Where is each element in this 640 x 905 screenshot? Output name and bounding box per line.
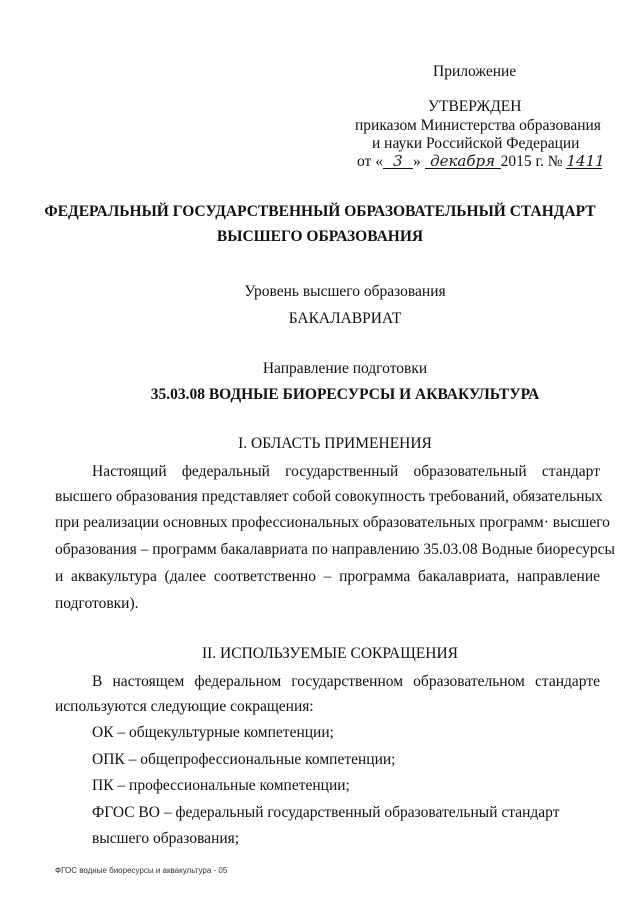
section-1-last-line: подготовки). [55,595,139,612]
order-number-handwritten: 1411 [566,152,605,170]
section-2-heading: II. ИСПОЛЬЗУЕМЫЕ СОКРАЩЕНИЯ [201,645,459,662]
section-1-line: образования – программ бакалавриата по направлению 35.03.08 Водные биоресурсы [55,541,615,558]
order-line-1: приказом Министерства образования [355,117,601,134]
section-2-intro-line-2: используются следующие сокращения: [55,698,314,715]
section-1-line: Настоящий федеральный государственный образовательный стандарт [92,463,600,480]
abbreviation-item: ОК – общекультурные компетенции; [92,724,334,741]
date-month-handwritten: декабря [425,154,501,169]
section-1-line: высшего образования представляет собой совокупность требований, обязательных [55,488,603,505]
section-2-intro-line-1: В настоящем федеральном государственном образовательном стандарте [92,673,600,690]
date-separator: » [412,153,421,170]
section-1-line: при реализации основных профессиональных образовательных программ· высшего [55,514,610,531]
appendix-label: Приложение [433,63,517,80]
page-footer: ФГОС водные биоресурсы и аквакультура - 05 [55,866,228,875]
abbreviation-item: высшего образования; [92,830,240,847]
document-title-line-2: ВЫСШЕГО ОБРАЗОВАНИЯ [216,228,424,245]
abbreviation-item: ФГОС ВО – федеральный государственный образовательный стандарт [92,804,560,821]
section-1-heading: I. ОБЛАСТЬ ПРИМЕНЕНИЯ [238,435,432,452]
level-label: Уровень высшего образования [244,283,446,300]
abbreviation-item: ПК – профессиональные компетенции; [92,777,350,794]
abbreviation-item: ОПК – общепрофессиональные компетенции; [92,751,396,768]
section-1-line: и аквакультура (далее соответственно – программа бакалавриата, направление [55,568,600,585]
order-date-line [357,152,605,170]
date-prefix: от « [357,153,383,170]
date-day-handwritten: 3 [383,154,413,169]
direction-label: Направление подготовки [262,360,428,377]
date-year: 2015 г. № [500,153,563,170]
direction-value: 35.03.08 ВОДНЫЕ БИОРЕСУРСЫ И АКВАКУЛЬТУРА [150,386,540,403]
approved-label: УТВЕРЖДЕН [428,98,522,115]
level-value: БАКАЛАВРИАТ [288,310,402,327]
order-line-2: и науки Российской Федерации [372,135,580,152]
document-title-line-1: ФЕДЕРАЛЬНЫЙ ГОСУДАРСТВЕННЫЙ ОБРАЗОВАТЕЛЬНЫЙ СТАНДАРТ [44,203,596,220]
